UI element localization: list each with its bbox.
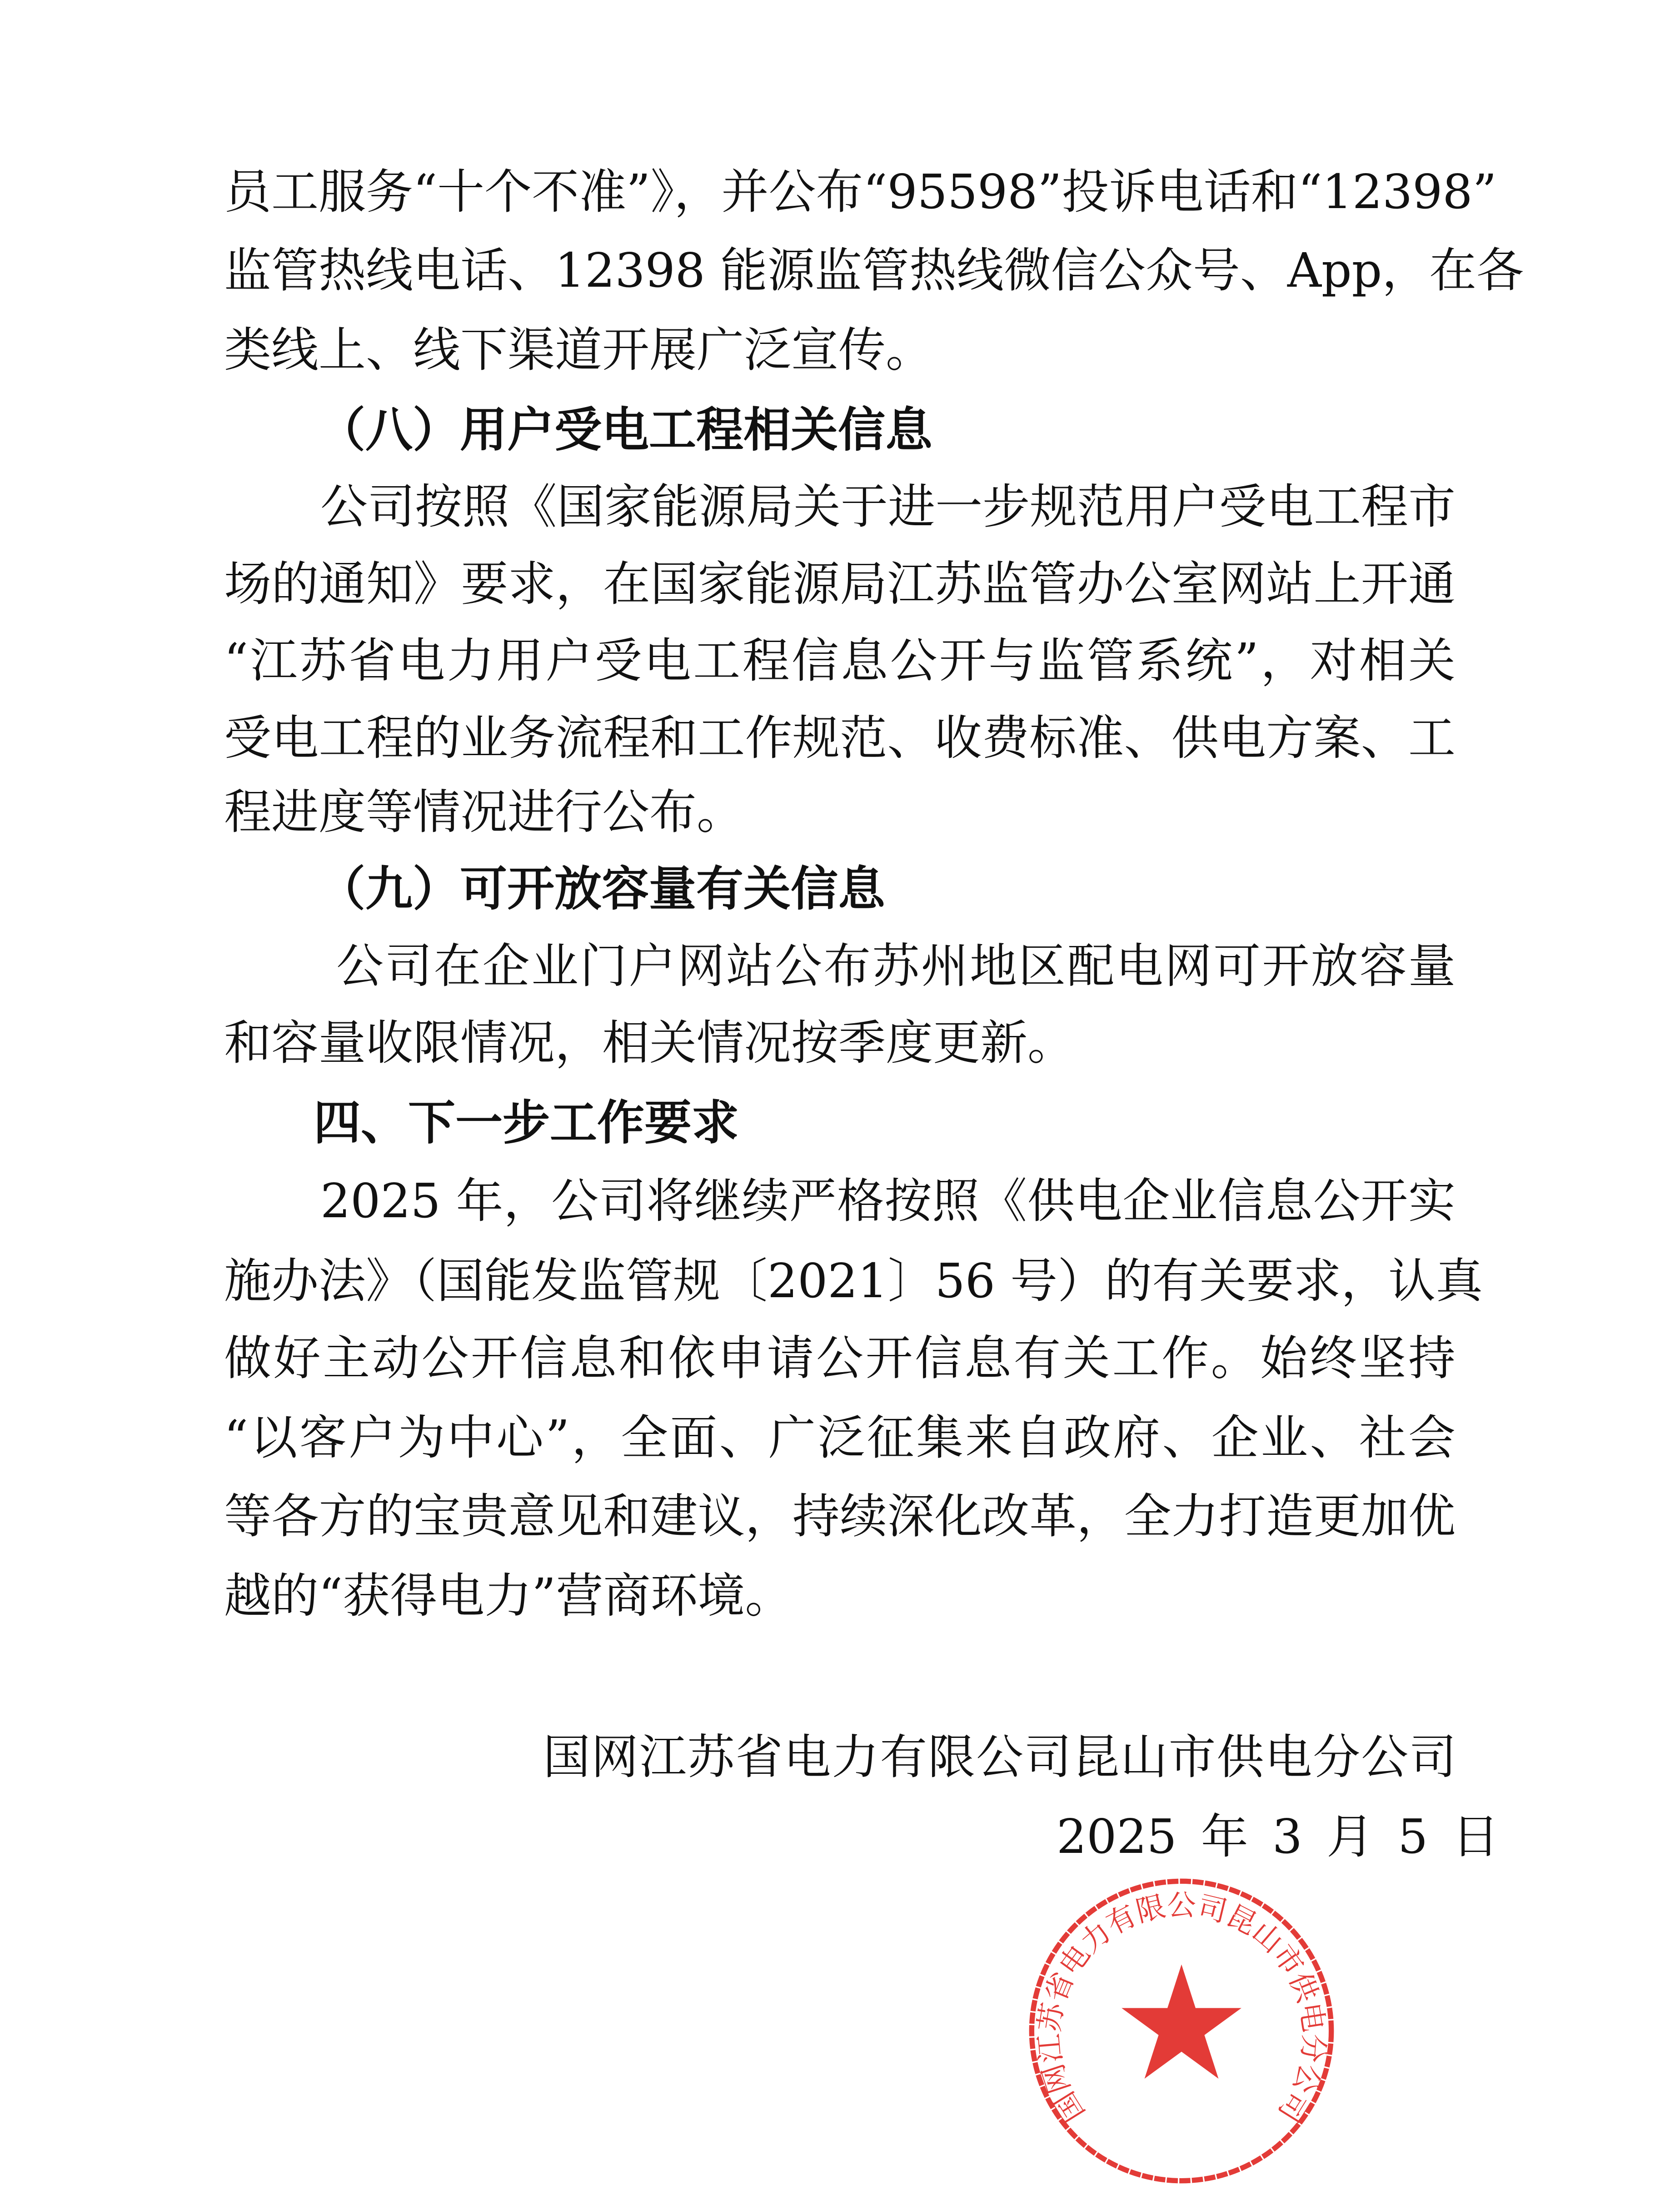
body-line: 施办法》（国能发监管规〔2021〕56 号）的有关要求，认真: [224, 1253, 1483, 1309]
body-line: 和容量收限情况，相关情况按季度更新。: [224, 1015, 1075, 1070]
body-line: 公司在企业门户网站公布苏州地区配电网可开放容量: [336, 938, 1456, 994]
section-heading-9: （九）可开放容量有关信息: [318, 861, 886, 916]
body-line: 公司按照《国家能源局关于进一步规范用户受电工程市: [320, 479, 1456, 534]
signature-company: 国网江苏省电力有限公司昆山市供电分公司: [543, 1729, 1456, 1785]
body-line: 监管热线电话、12398 能源监管热线微信公众号、App，在各: [224, 243, 1524, 298]
body-line: 2025 年，公司将继续严格按照《供电企业信息公开实: [320, 1173, 1456, 1229]
body-line: 场的通知》要求，在国家能源局江苏监管办公室网站上开通: [224, 556, 1456, 612]
body-line: 受电工程的业务流程和工作规范、收费标准、供电方案、工: [224, 710, 1456, 766]
body-line: “江苏省电力用户受电工程信息公开与监管系统”，对相关: [224, 633, 1456, 688]
section-heading-8: （八）用户受电工程相关信息: [318, 402, 933, 458]
seal-star-icon: [1122, 1964, 1241, 2079]
body-line: “以客户为中心”，全面、广泛征集来自政府、企业、社会: [224, 1410, 1456, 1465]
body-line: 程进度等情况进行公布。: [224, 784, 744, 840]
signature-date: 2025 年 3 月 5 日: [1057, 1809, 1500, 1864]
body-line: 类线上、线下渠道开展广泛宣传。: [224, 322, 933, 378]
seal-text: 国网江苏省电力有限公司昆山市供电分公司: [1032, 1888, 1331, 2128]
section-heading-next-steps: 四、下一步工作要求: [314, 1095, 739, 1150]
official-seal: [1022, 1872, 1341, 2190]
body-line: 等各方的宝贵意见和建议，持续深化改革，全力打造更加优: [224, 1488, 1456, 1544]
body-line: 员工服务“十个不准”》，并公布“95598”投诉电话和“12398”: [224, 164, 1497, 219]
body-line: 越的“获得电力”营商环境。: [224, 1568, 793, 1623]
body-line: 做好主动公开信息和依申请公开信息有关工作。始终坚持: [224, 1330, 1456, 1386]
